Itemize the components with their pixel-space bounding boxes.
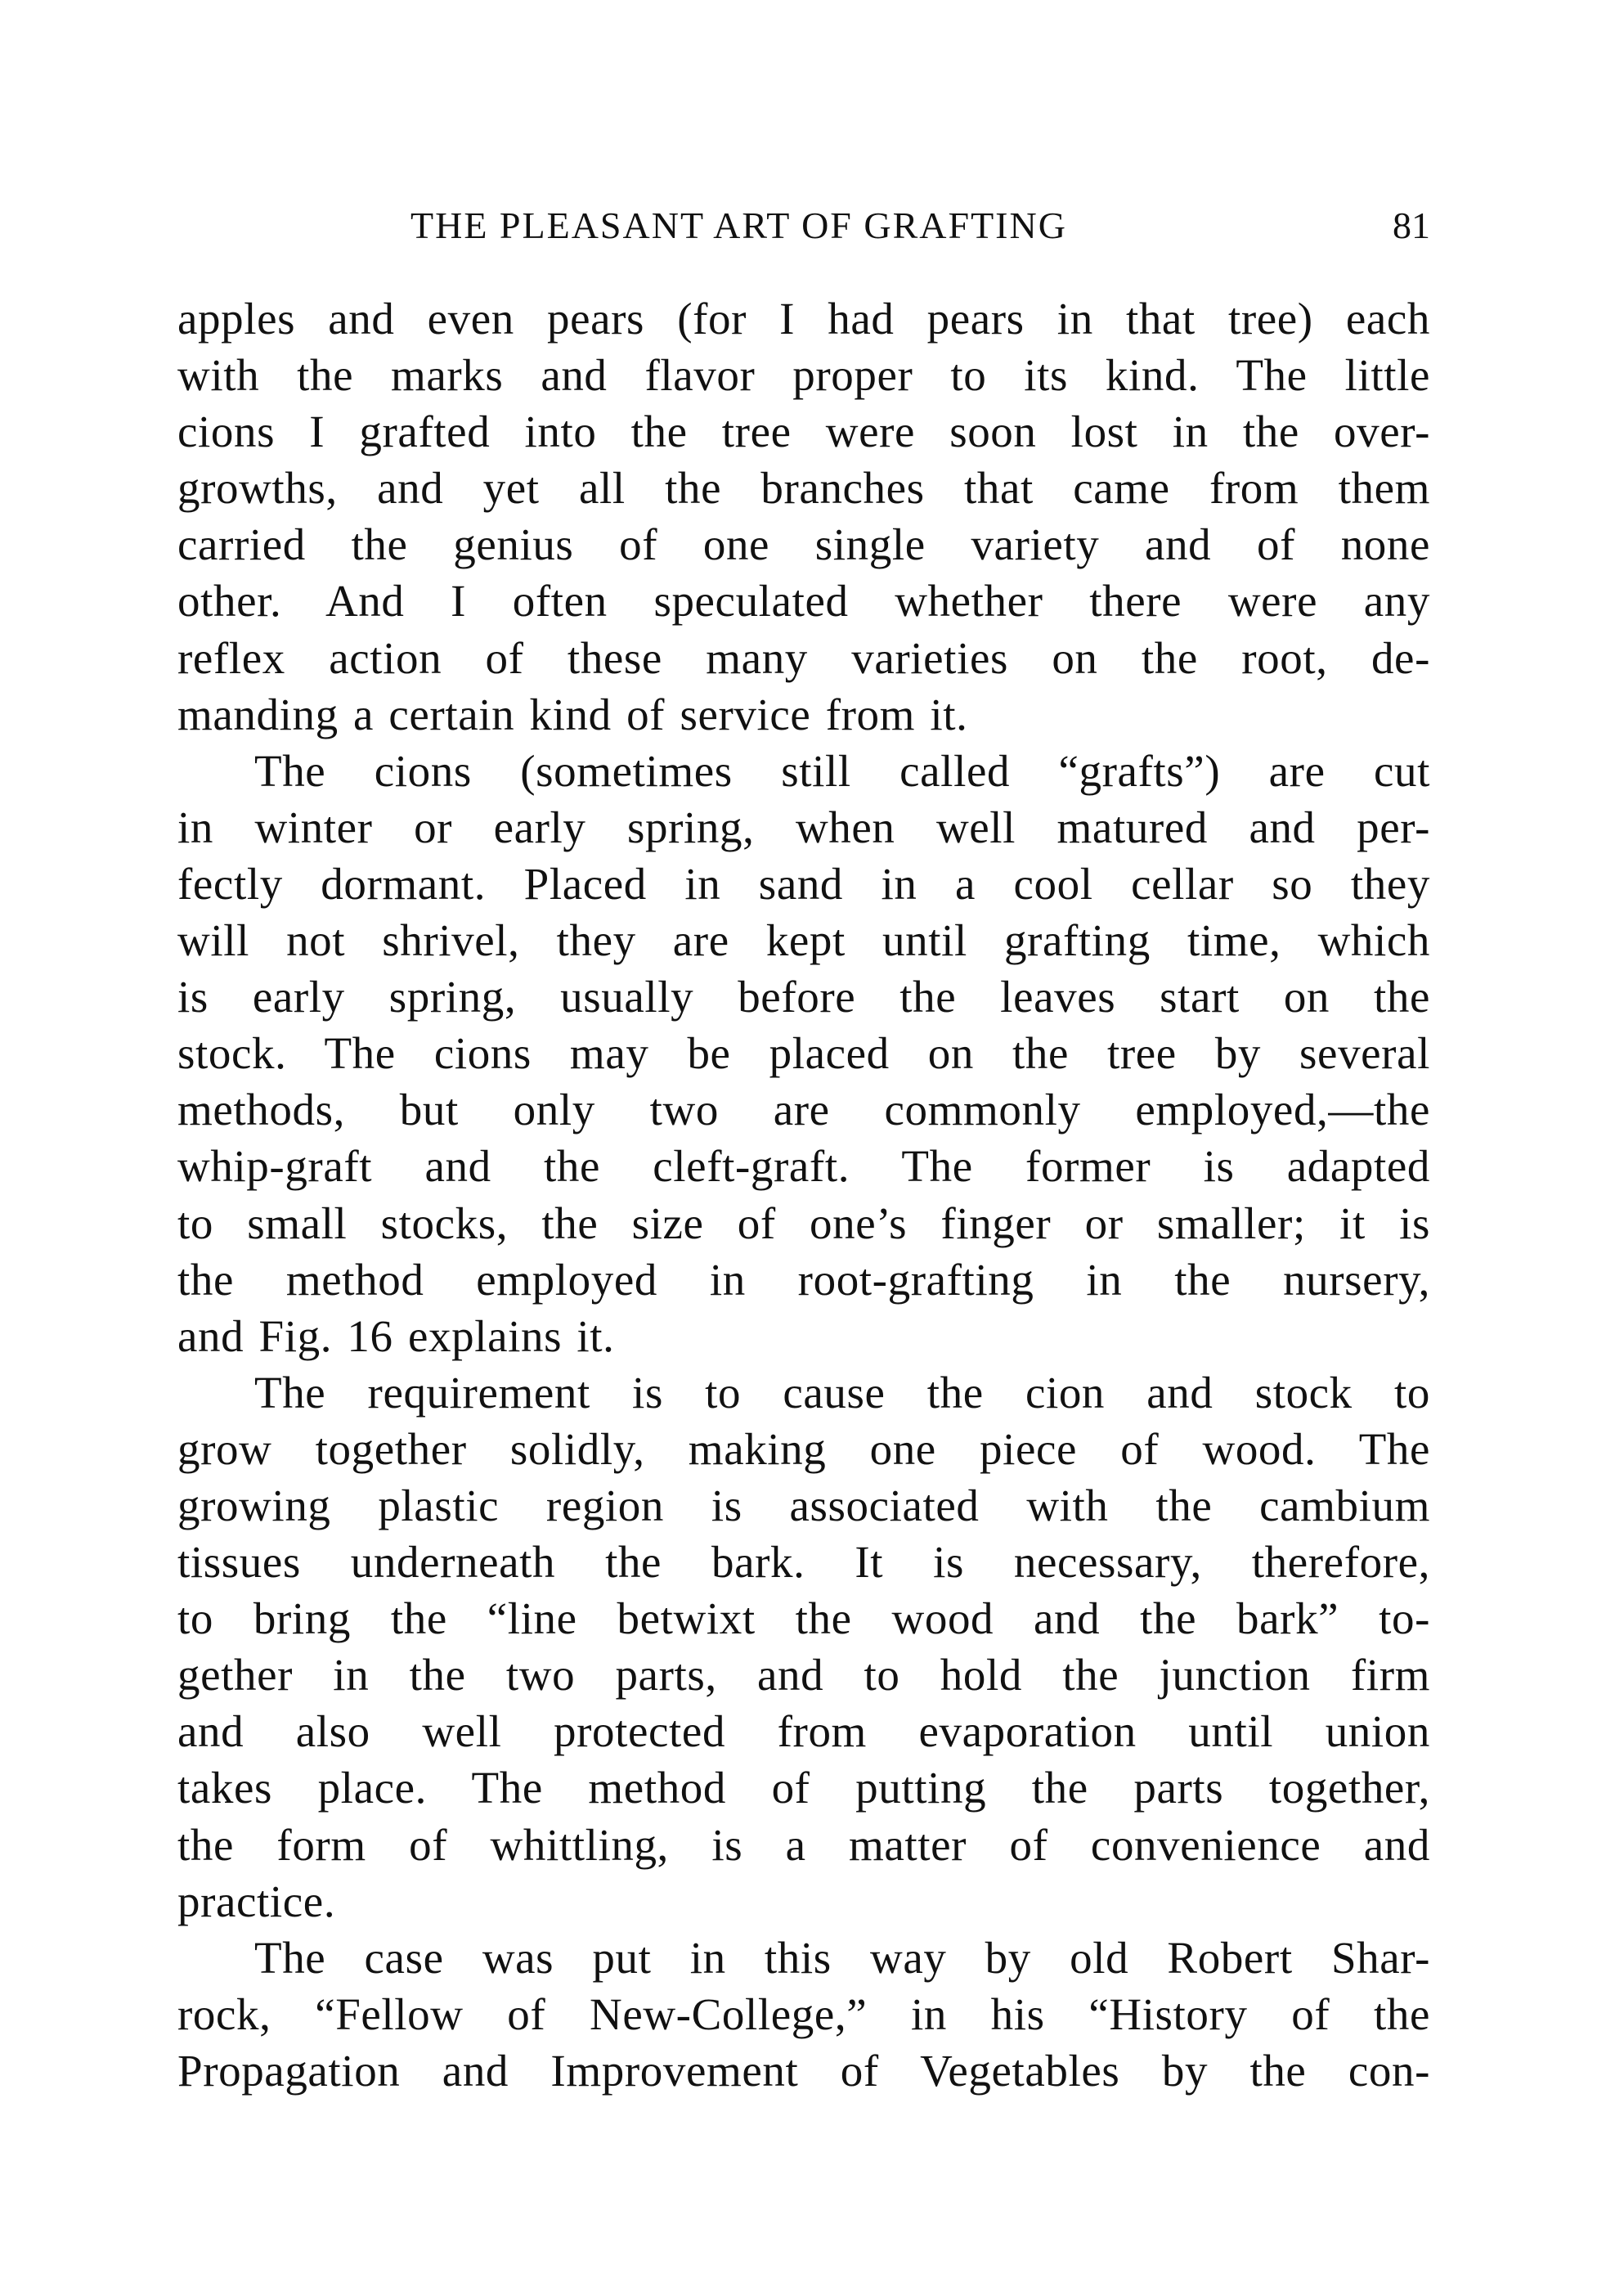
text-line: other. And I often speculated whether there were any bbox=[177, 576, 1430, 627]
text-line: the form of whittling, is a matter of convenience and bbox=[177, 1819, 1430, 1870]
running-head-title: THE PLEASANT ART OF GRAFTING bbox=[410, 204, 1067, 246]
paragraph-1 bbox=[177, 290, 1430, 743]
text-line: growing plastic region is associated with the cambium bbox=[177, 1480, 1430, 1530]
text-line: with the marks and flavor proper to its kind. The little bbox=[177, 350, 1430, 401]
text-line: gether in the two parts, and to hold the junction firm bbox=[177, 1650, 1430, 1701]
page-number: 81 bbox=[1393, 204, 1430, 246]
text-line: fectly dormant. Placed in sand in a cool cellar so they bbox=[177, 858, 1430, 909]
text-line: carried the genius of one single variety and of none bbox=[177, 519, 1430, 570]
text-line: in winter or early spring, when well matured and per- bbox=[177, 802, 1430, 852]
paragraph-2 bbox=[177, 743, 1430, 1364]
text-line: is early spring, usually before the leaves start on the bbox=[177, 972, 1430, 1022]
text-line: manding a certain kind of service from it. bbox=[177, 689, 968, 739]
text-line: and also well protected from evaporation until union bbox=[177, 1706, 1430, 1757]
text-line: growths, and yet all the branches that came from them bbox=[177, 463, 1430, 514]
text-line: reflex action of these many varieties on the root, de- bbox=[177, 632, 1430, 683]
text-line: takes place. The method of putting the parts together, bbox=[177, 1763, 1430, 1813]
paragraph-3 bbox=[177, 1364, 1430, 1930]
text-line: apples and even pears (for I had pears in that tree) each bbox=[177, 294, 1430, 344]
text-line: the method employed in root-grafting in the nursery, bbox=[177, 1254, 1430, 1305]
text-line: The case was put in this way by old Robert Shar- bbox=[254, 1932, 1430, 1983]
text-line: to small stocks, the size of one’s finger or smaller; it is bbox=[177, 1197, 1430, 1248]
text-line: cions I grafted into the tree were soon lost in the over- bbox=[177, 407, 1430, 457]
text-line: will not shrivel, they are kept until grafting time, which bbox=[177, 915, 1430, 966]
running-head bbox=[177, 203, 1430, 249]
text-line: The cions (sometimes still called “grafts”) are cut bbox=[254, 745, 1430, 796]
text-line: practice. bbox=[177, 1876, 336, 1926]
text-line: The requirement is to cause the cion and stock to bbox=[254, 1367, 1430, 1418]
text-line: and Fig. 16 explains it. bbox=[177, 1310, 615, 1361]
text-line: whip-graft and the cleft-graft. The former is adapted bbox=[177, 1141, 1430, 1192]
text-line: grow together solidly, making one piece of wood. The bbox=[177, 1423, 1430, 1474]
text-line: rock, “Fellow of New-College,” in his “History of the bbox=[177, 1988, 1430, 2039]
body-text bbox=[177, 290, 1430, 2099]
text-line: methods, but only two are commonly employed,—the bbox=[177, 1085, 1430, 1135]
text-line: to bring the “line betwixt the wood and the bark” to- bbox=[177, 1593, 1430, 1644]
text-line: tissues underneath the bark. It is necessary, therefore, bbox=[177, 1537, 1430, 1588]
paragraph-4 bbox=[177, 1930, 1430, 2099]
text-line: stock. The cions may be placed on the tree by several bbox=[177, 1028, 1430, 1079]
text-line: Propagation and Improvement of Vegetables by the con- bbox=[177, 2045, 1430, 2096]
